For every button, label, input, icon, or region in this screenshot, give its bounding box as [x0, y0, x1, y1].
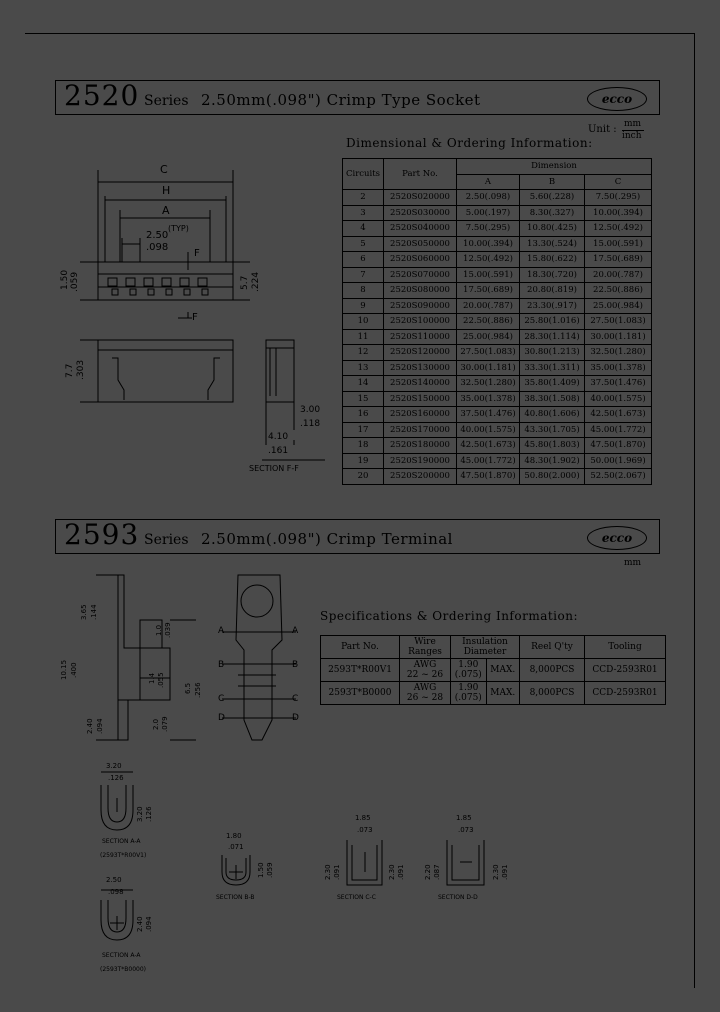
section-b-marker: B [218, 660, 225, 670]
cell-circuits: 19 [343, 453, 384, 469]
cell-b: 13.30(.524) [520, 236, 585, 252]
cell-circuits: 18 [343, 438, 384, 454]
cell-c: 12.50(.492) [585, 221, 652, 237]
sc-r-in: .091 [397, 864, 405, 880]
cell-b: 28.30(1.114) [520, 329, 585, 345]
cell-c: 47.50(1.870) [585, 438, 652, 454]
cell-a: 10.00(.394) [457, 236, 520, 252]
cell-b: 5.60(.228) [520, 190, 585, 206]
socket-series-number: 2520 [64, 79, 140, 112]
terminal-top-view [222, 575, 299, 740]
dim-h2-in: .400 [70, 662, 78, 678]
cell-circuits: 13 [343, 360, 384, 376]
section-d-marker: D [292, 713, 299, 723]
unit-label: Unit : [588, 124, 617, 135]
dim-d3: 7.7 [65, 363, 75, 378]
sc-w-mm: 1.85 [355, 814, 371, 822]
dim-d2-in: .224 [251, 271, 261, 292]
sa1-part: (2593T*R00V1) [100, 852, 147, 859]
sd-r-in: .091 [501, 864, 509, 880]
col-dimension: Dimension [457, 159, 652, 175]
terminal-series-number: 2593 [64, 518, 140, 551]
dim-c-label: C [160, 163, 168, 176]
cell-a: 2.50(.098) [457, 190, 520, 206]
cell-part: 2520S080000 [384, 283, 457, 299]
dim-a-label: A [162, 204, 170, 217]
cell-b: 35.80(1.409) [520, 376, 585, 392]
cell-circuits: 15 [343, 391, 384, 407]
dim-h6-in: .094 [96, 718, 104, 734]
ecco-logo: ecco [587, 87, 647, 111]
section-bb-view [222, 855, 250, 885]
cell-a: 17.50(.689) [457, 283, 520, 299]
cell-a: 5.00(.197) [457, 205, 520, 221]
sd-label: SECTION D-D [438, 894, 478, 901]
col-b: B [520, 174, 585, 190]
dim-h5: 6.5 [184, 682, 192, 694]
dim-h5-in: .256 [194, 682, 202, 698]
cell-circuits: 9 [343, 298, 384, 314]
sa2-w-in: .098 [108, 888, 124, 896]
cell-b: 10.80(.425) [520, 221, 585, 237]
cell-part: 2520S150000 [384, 391, 457, 407]
sa2-w-mm: 2.50 [106, 876, 122, 884]
sa1-h-in: .126 [145, 806, 153, 822]
cell-c: 22.50(.886) [585, 283, 652, 299]
cell-circuits: 17 [343, 422, 384, 438]
cell-a: 20.00(.787) [457, 298, 520, 314]
spec-col-tool: Tooling [585, 636, 666, 659]
cell-part: 2593T*R00V1 [328, 665, 392, 675]
cell-a: 27.50(1.083) [457, 345, 520, 361]
unit-top: mm [624, 119, 642, 129]
sc-l-mm: 2.30 [324, 864, 332, 880]
sd-l-in: .087 [433, 864, 441, 880]
section-f-marker: F [194, 248, 200, 259]
section-d-marker: D [218, 713, 225, 723]
cell-b: 8.30(.327) [520, 205, 585, 221]
cell-a: 45.00(1.772) [457, 453, 520, 469]
cell-reel: 8,000PCS [529, 665, 575, 675]
cell-a: 40.00(1.575) [457, 422, 520, 438]
sb-w-mm: 1.80 [226, 832, 242, 840]
cell-b: 43.30(1.705) [520, 422, 585, 438]
sa2-h-mm: 2.40 [136, 916, 144, 932]
cell-b: 50.80(2.000) [520, 469, 585, 485]
cell-b: 30.80(1.213) [520, 345, 585, 361]
terminal-series-word: Series [144, 532, 189, 548]
spec-col-part: Part No. [321, 636, 400, 659]
sa2-h-in: .094 [145, 916, 153, 932]
cell-part: 2520S130000 [384, 360, 457, 376]
cell-a: 7.50(.295) [457, 221, 520, 237]
cell-b: 40.80(1.606) [520, 407, 585, 423]
col-a: A [457, 174, 520, 190]
dim-h-label: H [162, 184, 171, 197]
cell-c: 40.00(1.575) [585, 391, 652, 407]
cell-part: 2520S100000 [384, 314, 457, 330]
col-circuits: Circuits [343, 159, 384, 190]
cell-a: 37.50(1.476) [457, 407, 520, 423]
cell-c: 15.00(.591) [585, 236, 652, 252]
cell-reel: 8,000PCS [529, 688, 575, 698]
cell-part: 2520S200000 [384, 469, 457, 485]
cell-part: 2520S160000 [384, 407, 457, 423]
dim-h2: 10.15 [60, 659, 68, 680]
sa1-h-mm: 3.20 [136, 806, 144, 822]
cell-c: 20.00(.787) [585, 267, 652, 283]
section-b-marker: B [292, 660, 299, 670]
cell-c: 7.50(.295) [585, 190, 652, 206]
cell-a: 32.50(1.280) [457, 376, 520, 392]
sd-w-mm: 1.85 [456, 814, 472, 822]
dim-d1-in: .059 [70, 271, 80, 292]
cell-part: 2520S020000 [384, 190, 457, 206]
sd-r-mm: 2.30 [492, 864, 500, 880]
cell-c: 52.50(2.067) [585, 469, 652, 485]
cell-circuits: 16 [343, 407, 384, 423]
ecco-logo: ecco [587, 526, 647, 550]
cell-part: 2520S060000 [384, 252, 457, 268]
dim-h1: 3.65 [80, 604, 88, 620]
cell-b: 18.30(.720) [520, 267, 585, 283]
cell-a: 47.50(1.870) [457, 469, 520, 485]
sa2-label: SECTION A-A [102, 952, 141, 959]
cell-awg: AWG [413, 660, 437, 670]
section-dd-view [447, 840, 484, 885]
cell-part: 2520S050000 [384, 236, 457, 252]
sd-l-mm: 2.20 [424, 864, 432, 880]
col-part-no: Part No. [384, 159, 457, 190]
cell-circuits: 5 [343, 236, 384, 252]
cell-b: 15.80(.622) [520, 252, 585, 268]
dim-d1: 1.50 [60, 269, 70, 290]
cell-part: 2520S110000 [384, 329, 457, 345]
section-f-marker: F [192, 312, 198, 323]
cell-a: 25.00(.984) [457, 329, 520, 345]
dim-h4: 1.4 [148, 672, 156, 684]
sb-h-mm: 1.50 [257, 862, 265, 878]
cell-part: 2520S030000 [384, 205, 457, 221]
dim-h3: 1.0 [155, 624, 163, 636]
section-c-marker: C [292, 694, 299, 704]
cell-c: 37.50(1.476) [585, 376, 652, 392]
section-ff-view [262, 340, 325, 460]
cell-part: 2520S090000 [384, 298, 457, 314]
socket-series-word: Series [144, 93, 189, 109]
dim-d4-in: .118 [300, 419, 321, 429]
cell-b: 38.30(1.508) [520, 391, 585, 407]
cell-c: 32.50(1.280) [585, 345, 652, 361]
cell-tool: CCD-2593R01 [592, 665, 658, 675]
cell-d1: 1.90 [458, 683, 479, 693]
socket-series-title: 2.50mm(.098") Crimp Type Socket [201, 91, 481, 109]
sd-w-in: .073 [458, 826, 474, 834]
cell-c: 17.50(.689) [585, 252, 652, 268]
dim-h4-in: .055 [157, 672, 165, 688]
cell-b: 48.30(1.902) [520, 453, 585, 469]
cell-d2: (.075) [454, 693, 482, 703]
sc-w-in: .073 [357, 826, 373, 834]
dimensional-heading: Dimensional & Ordering Information: [346, 136, 593, 150]
sb-label: SECTION B-B [216, 894, 255, 901]
dim-d5-mm: 4.10 [268, 432, 289, 442]
cell-part: 2520S190000 [384, 453, 457, 469]
cell-circuits: 11 [343, 329, 384, 345]
cell-c: 45.00(1.772) [585, 422, 652, 438]
dim-h1-in: .144 [90, 604, 98, 620]
dim-d2: 5.7 [240, 275, 250, 290]
dim-h3-in: .039 [164, 622, 172, 638]
cell-max: MAX. [490, 665, 516, 675]
cell-a: 12.50(.492) [457, 252, 520, 268]
section-c-marker: C [218, 694, 225, 704]
cell-c: 27.50(1.083) [585, 314, 652, 330]
cell-part: 2520S180000 [384, 438, 457, 454]
dim-h6: 2.40 [86, 718, 94, 734]
dim-d5-in: .161 [268, 446, 289, 456]
dim-d3-in: .303 [76, 359, 86, 380]
terminal-series-title: 2.50mm(.098") Crimp Terminal [201, 530, 453, 548]
cell-circuits: 3 [343, 205, 384, 221]
pitch-in: .098 [146, 242, 169, 253]
section-a-marker: A [218, 626, 225, 636]
cell-a: 42.50(1.673) [457, 438, 520, 454]
cell-circuits: 2 [343, 190, 384, 206]
cell-range: 22 ~ 26 [406, 670, 444, 680]
section-cc-view [347, 840, 382, 885]
section-ff-label: SECTION F-F [249, 464, 299, 473]
cell-a: 22.50(.886) [457, 314, 520, 330]
spec-col-reel: Reel Q'ty [520, 636, 585, 659]
cell-a: 30.00(1.181) [457, 360, 520, 376]
dim-d4-mm: 3.00 [300, 405, 321, 415]
cell-circuits: 10 [343, 314, 384, 330]
cell-part: 2520S120000 [384, 345, 457, 361]
cell-b: 33.30(1.311) [520, 360, 585, 376]
sc-l-in: .091 [333, 864, 341, 880]
cell-part: 2520S040000 [384, 221, 457, 237]
cell-circuits: 12 [343, 345, 384, 361]
cell-max: MAX. [490, 688, 516, 698]
cell-part: 2593T*B0000 [328, 688, 392, 698]
cell-b: 45.80(1.803) [520, 438, 585, 454]
cell-d2: (.075) [454, 670, 482, 680]
cell-d1: 1.90 [458, 660, 479, 670]
cell-circuits: 20 [343, 469, 384, 485]
cell-circuits: 6 [343, 252, 384, 268]
cell-c: 35.00(1.378) [585, 360, 652, 376]
cell-part: 2520S170000 [384, 422, 457, 438]
sb-h-in: .059 [266, 862, 274, 878]
cell-b: 23.30(.917) [520, 298, 585, 314]
dim-h7-in: .079 [161, 716, 169, 732]
cell-c: 10.00(.394) [585, 205, 652, 221]
cell-part: 2520S140000 [384, 376, 457, 392]
pitch-typ: (TYP) [168, 224, 189, 233]
sc-r-mm: 2.30 [388, 864, 396, 880]
section-a-marker: A [292, 626, 299, 636]
cell-c: 25.00(.984) [585, 298, 652, 314]
cell-circuits: 8 [343, 283, 384, 299]
cell-tool: CCD-2593R01 [592, 688, 658, 698]
cell-circuits: 7 [343, 267, 384, 283]
sc-label: SECTION C-C [337, 894, 376, 901]
cell-range: 26 ~ 28 [406, 693, 444, 703]
spec-heading: Specifications & Ordering Information: [320, 609, 579, 623]
cell-c: 42.50(1.673) [585, 407, 652, 423]
cell-circuits: 14 [343, 376, 384, 392]
col-c: C [585, 174, 652, 190]
dim-h7: 2.0 [152, 718, 160, 730]
section-aa-b0000-view [101, 890, 133, 940]
cell-c: 50.00(1.969) [585, 453, 652, 469]
unit-bottom: inch [622, 131, 642, 141]
terminal-unit: mm [624, 558, 642, 568]
socket-side-view [80, 340, 233, 402]
cell-a: 15.00(.591) [457, 267, 520, 283]
cell-b: 20.80(.819) [520, 283, 585, 299]
spec-col-insul: Insulation Diameter [451, 636, 520, 659]
cell-circuits: 4 [343, 221, 384, 237]
sa1-label: SECTION A-A [102, 838, 141, 845]
cell-a: 35.00(1.378) [457, 391, 520, 407]
cell-c: 30.00(1.181) [585, 329, 652, 345]
sb-w-in: .071 [228, 843, 244, 851]
spec-col-wire: Wire Ranges [400, 636, 451, 659]
terminal-side-view [96, 575, 196, 740]
sa1-w-in: .126 [108, 774, 124, 782]
pitch-mm: 2.50 [146, 230, 169, 241]
sa2-part: (2593T*B0000) [100, 966, 147, 973]
cell-awg: AWG [413, 683, 437, 693]
cell-b: 25.80(1.016) [520, 314, 585, 330]
cell-part: 2520S070000 [384, 267, 457, 283]
sa1-w-mm: 3.20 [106, 762, 122, 770]
